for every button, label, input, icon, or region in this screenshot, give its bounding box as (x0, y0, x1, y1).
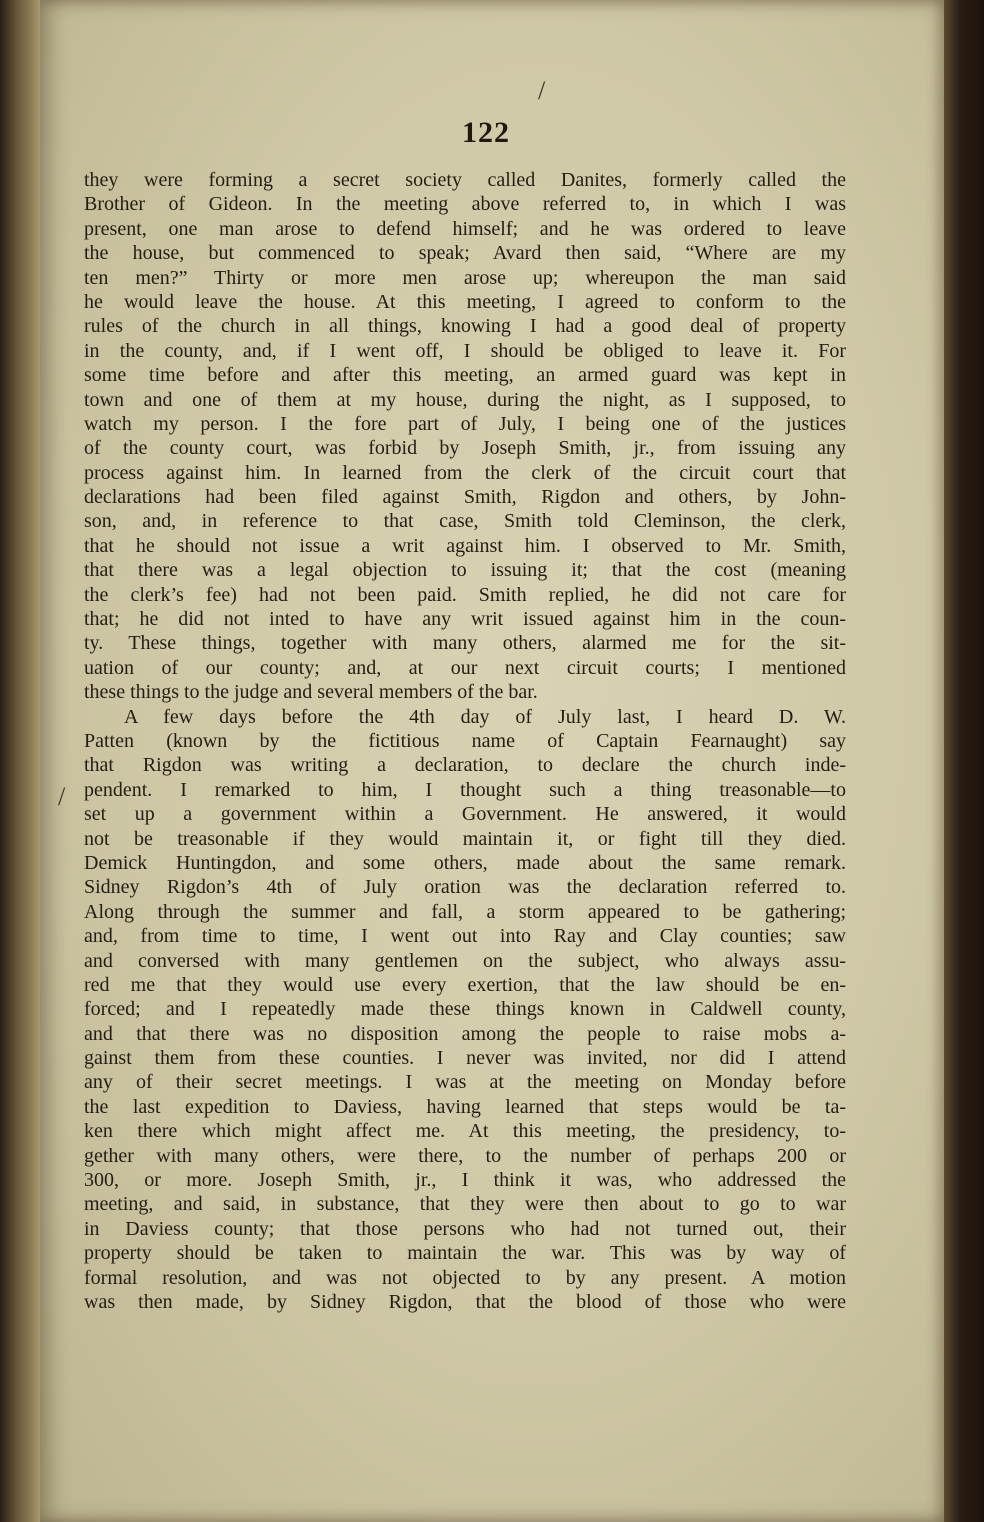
facing-page-edge (944, 0, 984, 1522)
text-line: A few days before the 4th day of July last, I heard D. W. (124, 705, 846, 728)
text-line: any of their secret meetings. I was at the meeting on Monday before (84, 1071, 846, 1094)
text-line: rules of the church in all things, knowing I had a good deal of property (84, 315, 846, 338)
page-number: 122 (462, 116, 510, 149)
text-line: pendent. I remarked to him, I thought such a thing treasonable—to (84, 778, 846, 801)
text-line: and that there was no disposition among the people to raise mobs a- (84, 1022, 846, 1045)
text-line: Patten (known by the fictitious name of Captain Fearnaught) say (84, 729, 846, 752)
text-line: the clerk’s fee) had not been paid. Smith replied, he did not care for (84, 583, 846, 606)
text-line: declarations had been filed against Smith, Rigdon and others, by John- (84, 486, 846, 509)
text-line: set up a government within a Government. He answered, it would (84, 803, 846, 826)
text-line: Brother of Gideon. In the meeting above referred to, in which I was (84, 193, 846, 216)
text-line: that Rigdon was writing a declaration, to declare the church inde- (84, 754, 846, 777)
book-gutter (0, 0, 40, 1522)
text-line: watch my person. I the fore part of July, I being one of the justices (84, 412, 846, 435)
text-line: and conversed with many gentlemen on the subject, who always assu- (84, 949, 846, 972)
text-line: that; he did not inted to have any writ issued against him in the coun- (84, 608, 846, 631)
text-line: he would leave the house. At this meeting, I agreed to conform to the (84, 290, 846, 313)
text-line: red me that they would use every exertion, that the law should be en- (84, 973, 846, 996)
text-line: ten men?” Thirty or more men arose up; whereupon the man said (84, 266, 846, 289)
text-line: in the county, and, if I went off, I should be obliged to leave it. For (84, 339, 846, 362)
text-line: ken there which might affect me. At this meeting, the presidency, to- (84, 1120, 846, 1143)
text-line: process against him. In learned from the clerk of the circuit court that (84, 461, 846, 484)
text-line: that there was a legal objection to issuing it; that the cost (meaning (84, 559, 846, 582)
text-line: the last expedition to Daviess, having learned that steps would be ta- (84, 1095, 846, 1118)
pencil-mark-margin: / (58, 782, 66, 811)
body-text (84, 168, 846, 1314)
text-line: ty. These things, together with many others, alarmed me for the sit- (84, 632, 846, 655)
text-line: forced; and I repeatedly made these things known in Caldwell county, (84, 998, 846, 1021)
text-line: gainst them from these counties. I never was invited, nor did I attend (84, 1047, 846, 1070)
text-line: they were forming a secret society called Danites, formerly called the (84, 169, 846, 191)
text-line: not be treasonable if they would maintain it, or fight till they died. (84, 827, 846, 850)
text-line: of the county court, was forbid by Joseph Smith, jr., from issuing any (84, 437, 846, 460)
text-line: 300, or more. Joseph Smith, jr., I think it was, who addressed the (84, 1169, 846, 1192)
pencil-mark-top: / (538, 76, 546, 105)
text-line: present, one man arose to defend himself; and he was ordered to leave (84, 217, 846, 240)
text-line: uation of our county; and, at our next circuit courts; I mentioned (84, 656, 846, 679)
text-line: and, from time to time, I went out into Ray and Clay counties; saw (84, 925, 846, 948)
text-line: was then made, by Sidney Rigdon, that the blood of those who were (84, 1290, 846, 1313)
text-line: formal resolution, and was not objected to by any present. A motion (84, 1266, 846, 1289)
text-line: the house, but commenced to speak; Avard then said, “Where are my (84, 242, 846, 265)
text-line: these things to the judge and several members of the bar. (84, 681, 538, 704)
text-line: Sidney Rigdon’s 4th of July oration was the declaration referred to. (84, 876, 846, 899)
text-line: town and one of them at my house, during the night, as I supposed, to (84, 388, 846, 411)
text-line: property should be taken to maintain the war. This was by way of (84, 1242, 846, 1265)
text-line: that he should not issue a writ against him. I observed to Mr. Smith, (84, 534, 846, 557)
text-line: in Daviess county; that those persons who had not turned out, their (84, 1217, 846, 1240)
text-line: son, and, in reference to that case, Smith told Cleminson, the clerk, (84, 510, 846, 533)
text-line: meeting, and said, in substance, that they were then about to go to war (84, 1193, 846, 1216)
text-line: Demick Huntingdon, and some others, made about the same remark. (84, 851, 846, 874)
text-line: some time before and after this meeting, an armed guard was kept in (84, 364, 846, 387)
text-line: Along through the summer and fall, a storm appeared to be gathering; (84, 900, 846, 923)
text-line: gether with many others, were there, to the number of perhaps 200 or (84, 1144, 846, 1167)
